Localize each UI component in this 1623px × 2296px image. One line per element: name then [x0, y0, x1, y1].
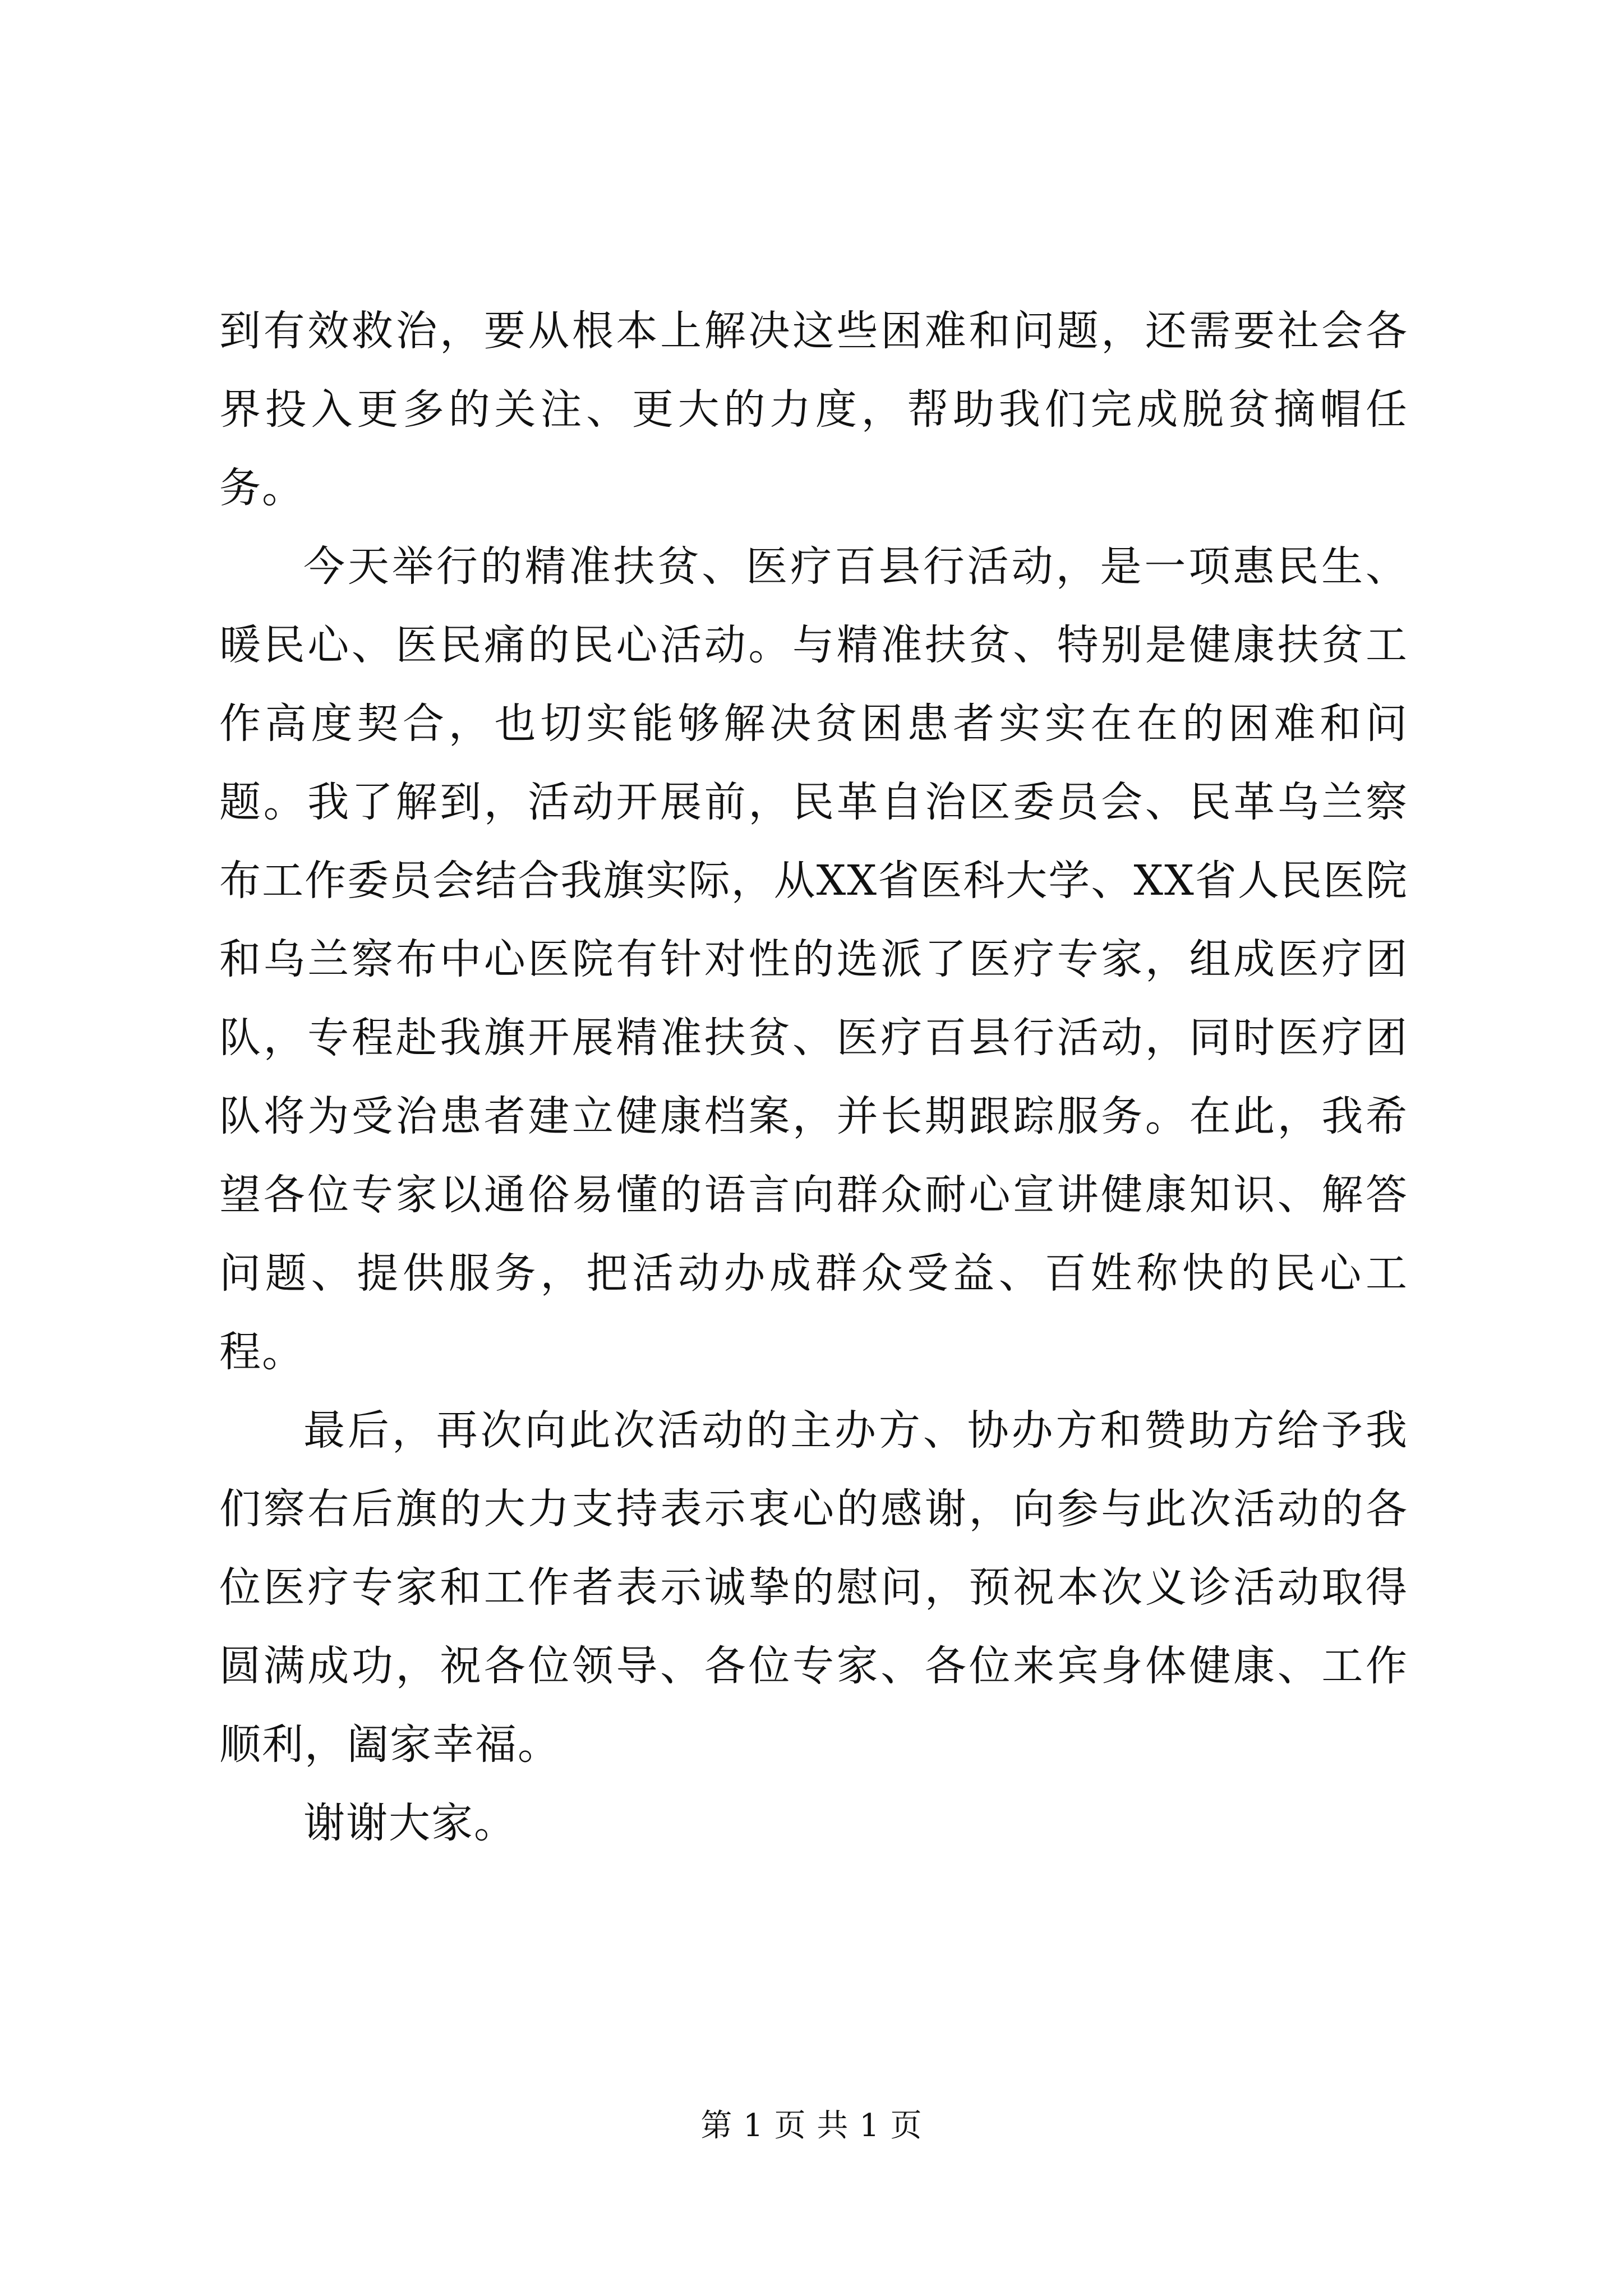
paragraph-final-thanks: 谢谢大家。 — [303, 1799, 517, 1847]
paragraph-closing-thanks: 最后，再次向此次活动的主办方、协办方和赞助方给予我们察右后旗的大力支持表示衷心的感谢，向参与此次活动的各位医疗专家和工作者表示诚挚的慰问，预祝本次义诊活动取得圆满成功，祝各位领导、各位专家、各位来宾身体健康、工作顺利，阖家幸福。 — [219, 1406, 1408, 1769]
paragraph-activity-description: 今天举行的精准扶贫、医疗百县行活动，是一项惠民生、暖民心、医民痛的民心活动。与精准扶贫、特别是健康扶贫工作高度契合，也切实能够解决贫困患者实实在在的困难和问题。我了解到，活动开展前，民革自治区委员会、民革乌兰察布工作委员会结合我旗实际，从XX省医科大学、XX省人民医院和乌兰察布中心医院有针对性的选派了医疗专家，组成医疗团队，专程赴我旗开展精准扶贫、医疗百县行活动，同时医疗团队将为受治患者建立健康档案，并长期跟踪服务。在此，我希望各位专家以通俗易懂的语言向群众耐心宣讲健康知识、解答问题、提供服务，把活动办成群众受益、百姓称快的民心工程。 — [219, 542, 1408, 1376]
paragraph-continuation: 到有效救治，要从根本上解决这些困难和问题，还需要社会各界投入更多的关注、更大的力度，帮助我们完成脱贫摘帽任务。 — [219, 307, 1408, 512]
page-number-footer: 第 1 页 共 1 页 — [700, 2108, 923, 2144]
document-body — [219, 292, 1408, 1862]
